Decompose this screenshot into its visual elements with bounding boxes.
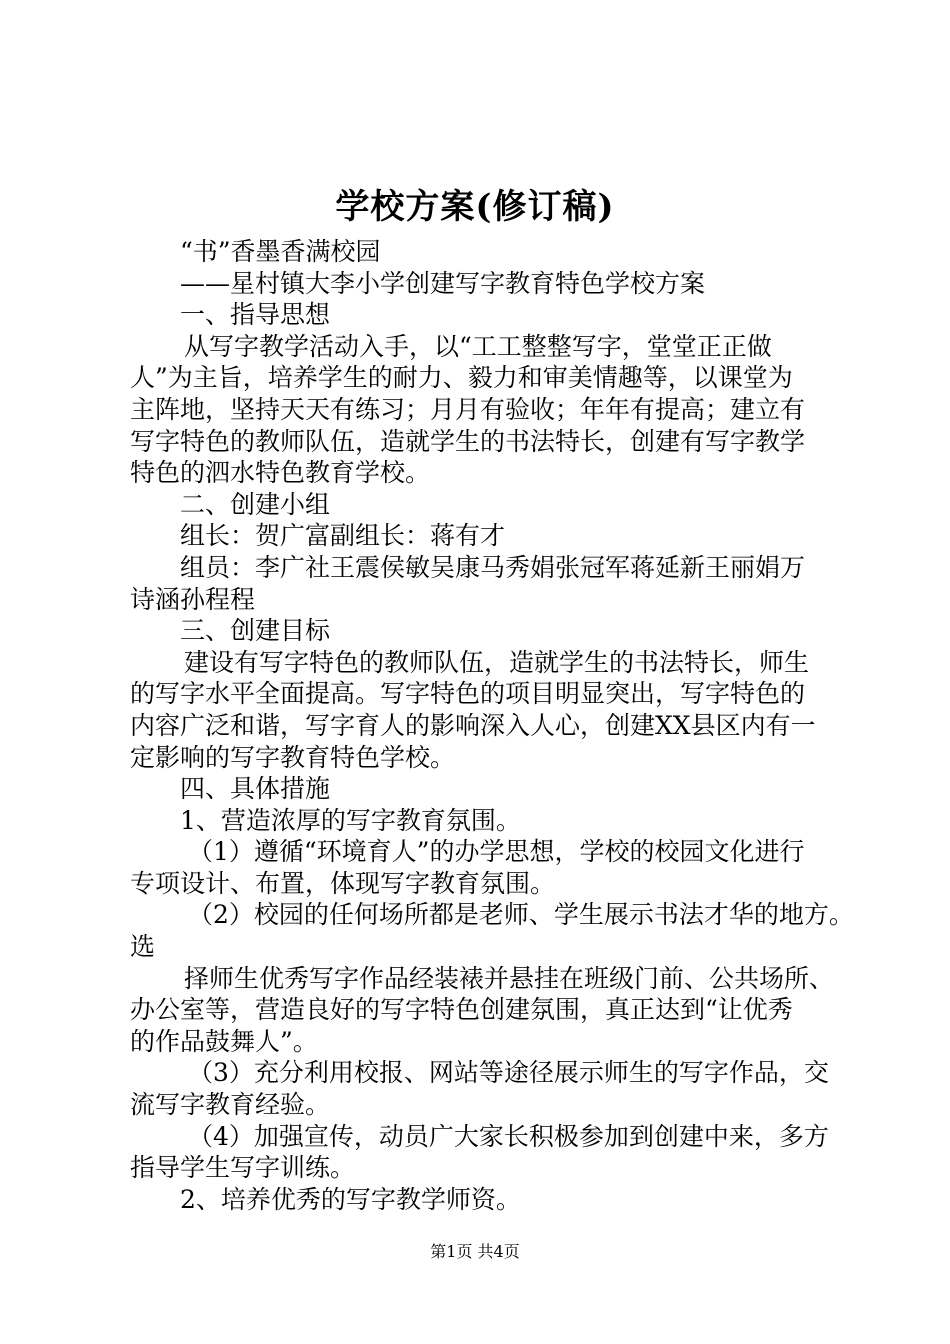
paragraph-line: 指导学生写字训练。 bbox=[130, 1153, 356, 1183]
paragraph-line: 的作品鼓舞人”。 bbox=[130, 1026, 318, 1056]
paragraph-line: 择师生优秀写字作品经装裱并悬挂在班级门前、公共场所、 bbox=[184, 963, 835, 993]
paragraph-line: 办公室等，营造良好的写字特色创建氛围，真正达到“让优秀 bbox=[130, 995, 793, 1025]
paragraph-line: 定影响的写字教育特色学校。 bbox=[130, 742, 456, 772]
section-heading: 四、具体措施 bbox=[180, 774, 331, 804]
paragraph-line: （2）校园的任何场所都是老师、学生展示书法才华的地方。 bbox=[188, 900, 854, 930]
subtitle-line: “书”香墨香满校园 bbox=[180, 237, 381, 266]
paragraph-line: （3）充分利用校报、网站等途径展示师生的写字作品，交 bbox=[188, 1058, 829, 1088]
document-body bbox=[130, 236, 854, 1215]
paragraph-line: （4）加强宣传，动员广大家长积极参加到创建中来，多方 bbox=[188, 1121, 829, 1151]
paragraph-line: 组长：贺广富副组长：蒋有才 bbox=[180, 521, 506, 551]
paragraph-line: 主阵地，坚持天天有练习；月月有验收；年年有提高；建立有 bbox=[130, 394, 806, 424]
section-heading: 二、创建小组 bbox=[180, 489, 331, 519]
paragraph-line: 的写字水平全面提高。写字特色的项目明显突出，写字特色的 bbox=[130, 679, 806, 709]
paragraph-line: 从写字教学活动入手，以“工工整整写字，堂堂正正做 bbox=[184, 331, 772, 361]
paragraph-line: 特色的泗水特色教育学校。 bbox=[130, 458, 431, 488]
paragraph-line: 专项设计、布置，体现写字教育氛围。 bbox=[130, 868, 556, 898]
subsection-heading: 1、营造浓厚的写字教育氛围。 bbox=[180, 805, 521, 835]
subtitle-line: ——星村镇大李小学创建写字教育特色学校方案 bbox=[180, 268, 706, 298]
paragraph-line: 组员：李广社王震侯敏吴康马秀娟张冠军蒋延新王丽娟万 bbox=[180, 552, 806, 582]
paragraph-line: 流写字教育经验。 bbox=[130, 1090, 331, 1120]
paragraph-line: 人”为主旨，培养学生的耐力、毅力和审美情趣等，以课堂为 bbox=[130, 363, 793, 393]
section-heading: 一、指导思想 bbox=[180, 300, 331, 330]
paragraph-line: （1）遵循“环境育人”的办学思想，学校的校园文化进行 bbox=[188, 837, 805, 867]
paragraph-line: 建设有写字特色的教师队伍，造就学生的书法特长，师生 bbox=[184, 647, 810, 677]
section-heading: 三、创建目标 bbox=[180, 616, 331, 646]
paragraph-line: 选 bbox=[130, 932, 156, 962]
subsection-heading: 2、培养优秀的写字教学师资。 bbox=[180, 1184, 521, 1214]
paragraph-line: 内容广泛和谐，写字育人的影响深入人心，创建XX县区内有一 bbox=[130, 710, 816, 740]
paragraph-line: 诗涵孙程程 bbox=[130, 584, 256, 614]
page-indicator: 第1页 共4页 bbox=[430, 1242, 520, 1261]
paragraph-line: 写字特色的教师队伍，造就学生的书法特长，创建有写字教学 bbox=[130, 426, 806, 456]
page-title: 学校方案(修订稿) bbox=[335, 187, 615, 227]
